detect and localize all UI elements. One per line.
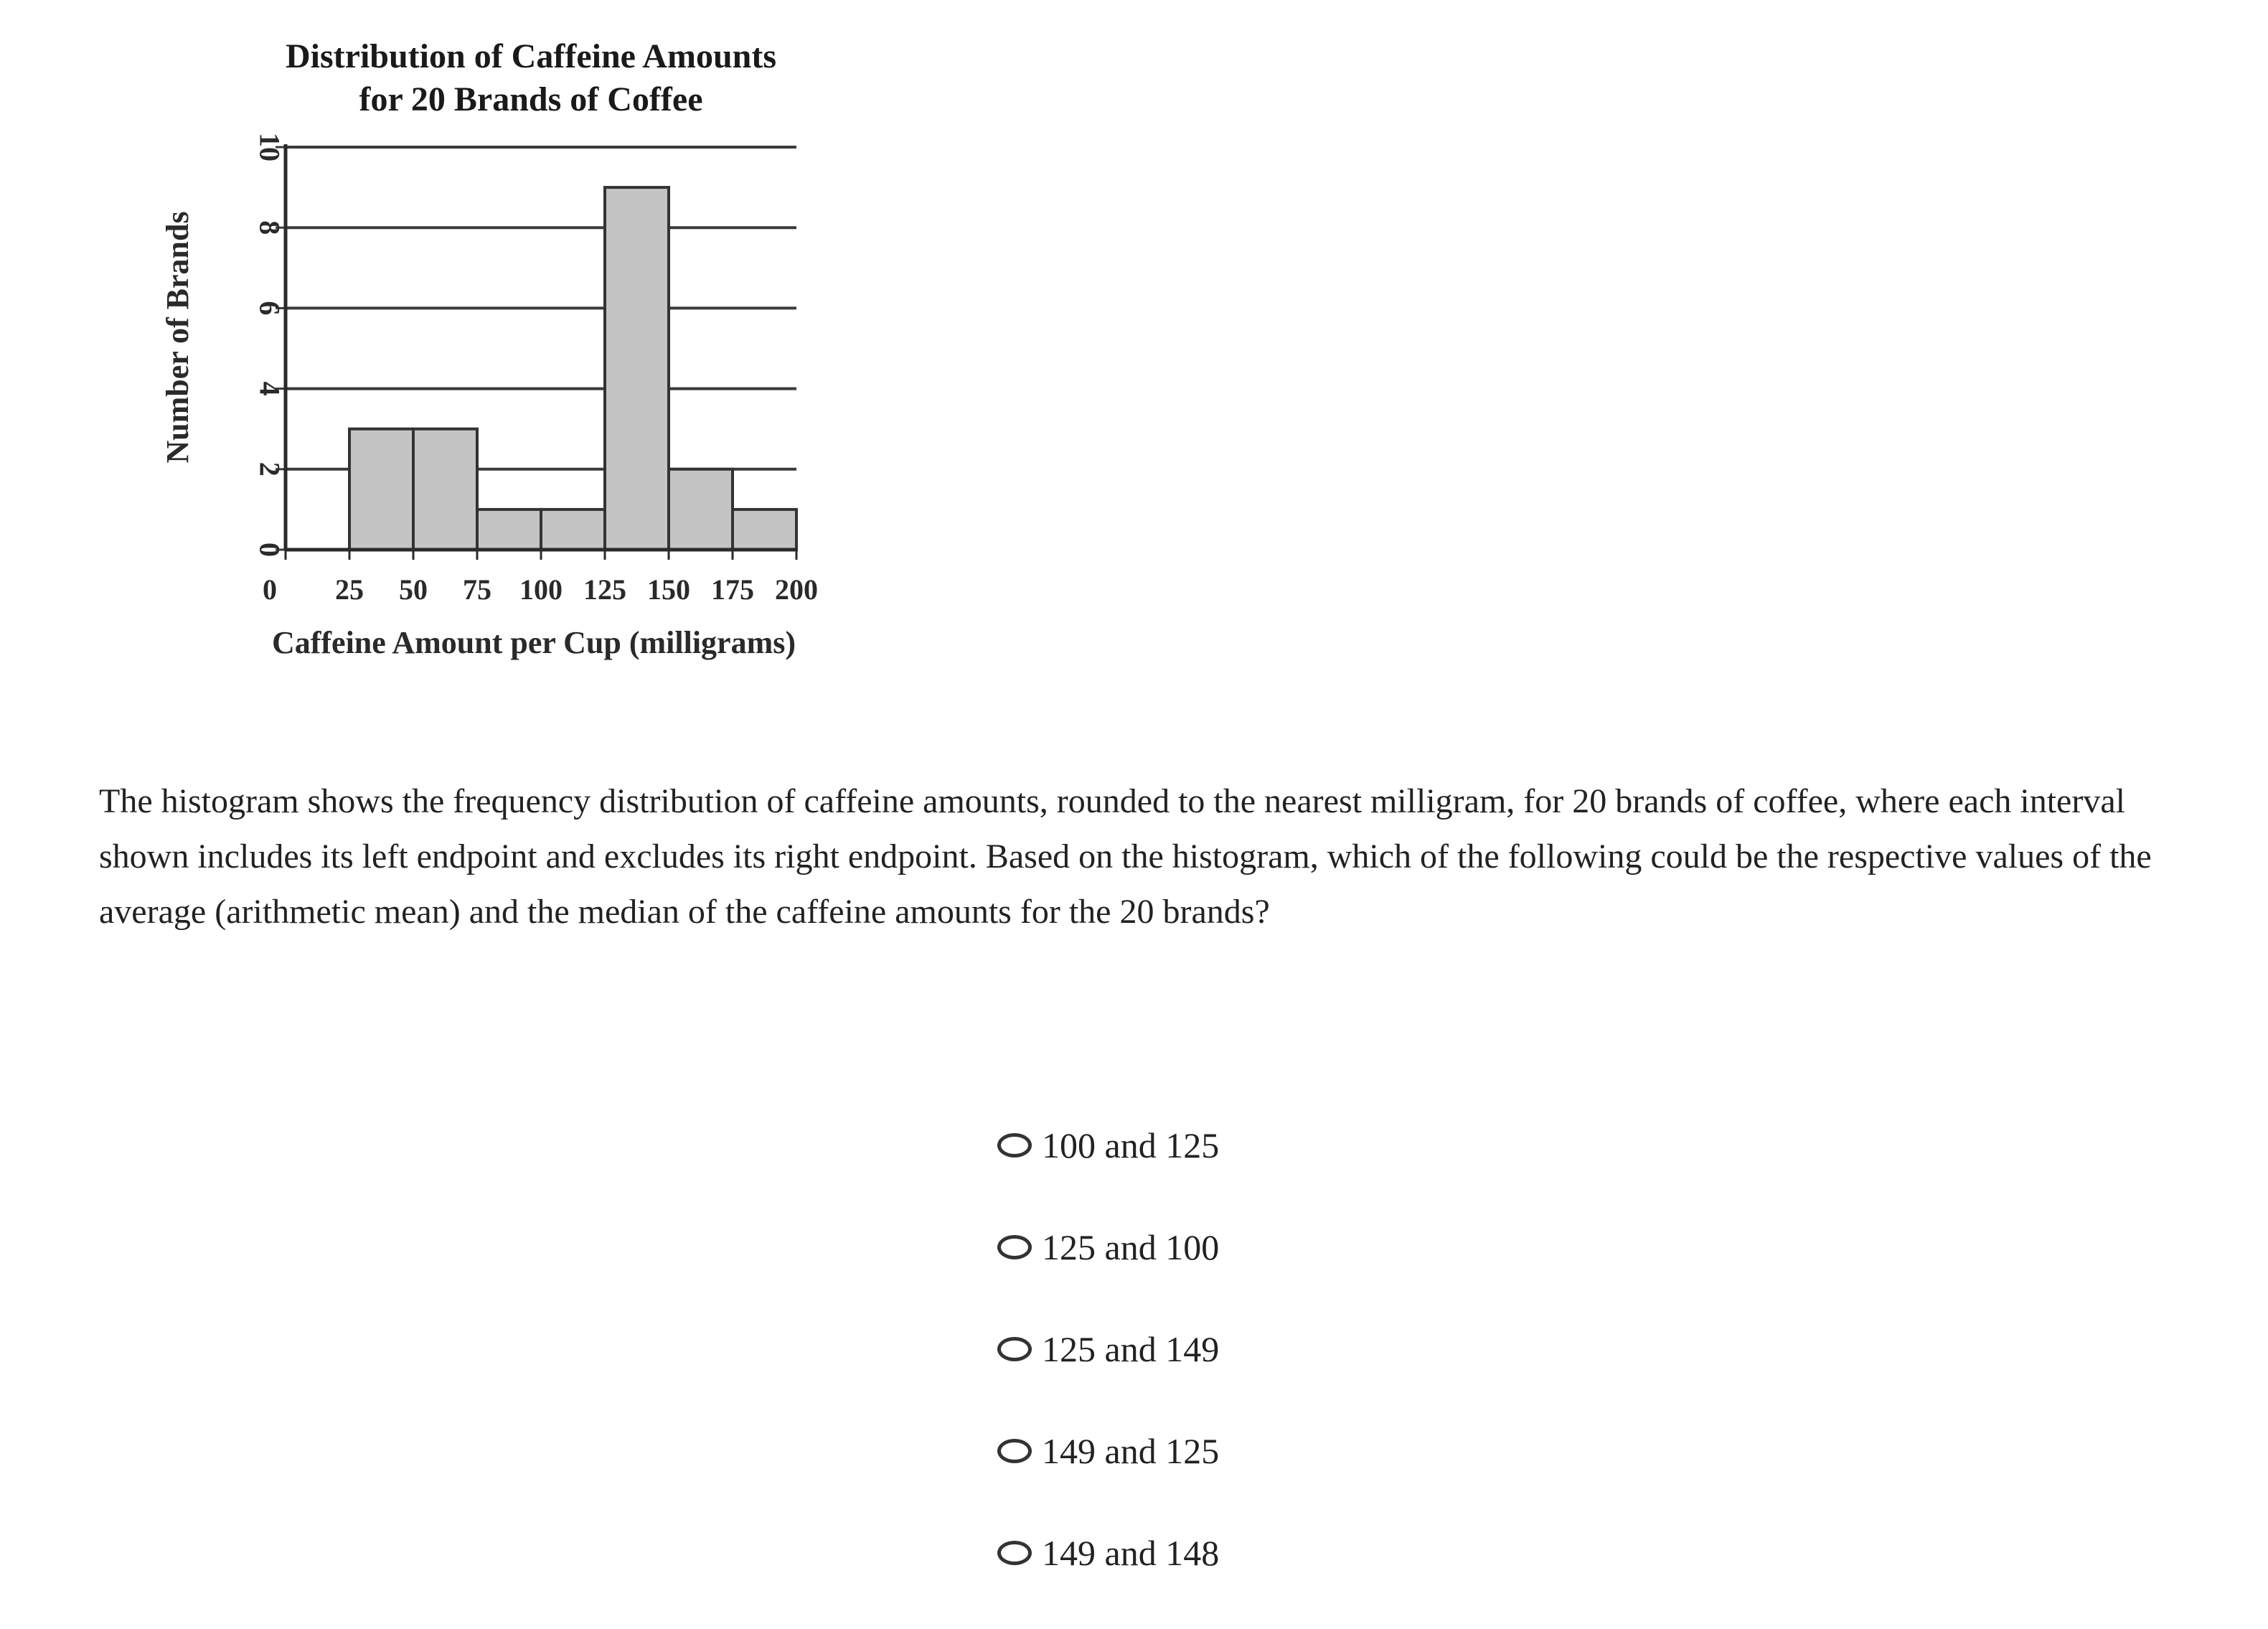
y-tick-label: 2: [253, 461, 286, 477]
y-tick-label: 4: [253, 381, 286, 396]
x-tick-label: 100: [519, 573, 563, 606]
x-tick-label: 50: [399, 573, 428, 606]
x-tick-label: 150: [647, 573, 690, 606]
histogram-bar: [605, 187, 669, 550]
answer-choice-4[interactable]: [997, 1425, 1219, 1477]
y-tick-label: 6: [253, 301, 286, 316]
x-tick-label: 75: [463, 573, 491, 606]
choice-label: 149 and 125: [1042, 1431, 1220, 1471]
answer-choice-3[interactable]: [997, 1323, 1219, 1375]
y-tick-label: 0: [253, 543, 286, 557]
x-tick-label: 125: [583, 573, 626, 606]
radio-button[interactable]: [997, 1439, 1032, 1463]
x-tick-label: 0: [263, 573, 277, 606]
histogram-bar: [733, 510, 796, 550]
x-tick-label: 175: [711, 573, 754, 606]
answer-choice-5[interactable]: [997, 1527, 1219, 1579]
choice-label: 125 and 100: [1042, 1227, 1220, 1267]
chart-title-line: for 20 Brands of Coffee: [359, 80, 703, 118]
radio-button[interactable]: [997, 1235, 1032, 1259]
histogram-bar: [477, 510, 541, 550]
answer-choice-2[interactable]: [997, 1221, 1219, 1273]
answer-choices: [997, 1119, 1219, 1629]
radio-button[interactable]: [997, 1133, 1032, 1158]
chart-title-line: Distribution of Caffeine Amounts: [285, 37, 777, 75]
radio-button[interactable]: [997, 1541, 1032, 1565]
y-tick-label: 8: [253, 220, 286, 235]
y-tick-label: 10: [253, 133, 286, 161]
histogram-chart: [0, 0, 861, 689]
histogram-bar: [349, 429, 413, 550]
y-axis-label: Number of Brands: [160, 211, 195, 464]
choice-label: 100 and 125: [1042, 1125, 1220, 1165]
histogram-bar: [541, 510, 605, 550]
histogram-svg: [0, 0, 861, 689]
x-tick-label: 200: [775, 573, 818, 606]
radio-button[interactable]: [997, 1337, 1032, 1361]
question-text: The histogram shows the frequency distribution of caffeine amounts, rounded to the nearest milligram, for 20 brands of coffee, where each interval shown includes its left endpoint and excludes its right endpoint. Based on the histogram, which of the following could be the respective values of the average (arithmetic mean) and the median of the caffeine amounts for the 20 brands?: [99, 782, 2152, 931]
choice-label: 149 and 148: [1042, 1533, 1220, 1573]
choice-label: 125 and 149: [1042, 1329, 1220, 1369]
histogram-bar: [669, 469, 733, 550]
x-tick-label: 25: [335, 573, 364, 606]
x-axis-label: Caffeine Amount per Cup (milligrams): [271, 625, 796, 660]
answer-choice-1[interactable]: [997, 1119, 1219, 1171]
histogram-bar: [413, 429, 477, 550]
